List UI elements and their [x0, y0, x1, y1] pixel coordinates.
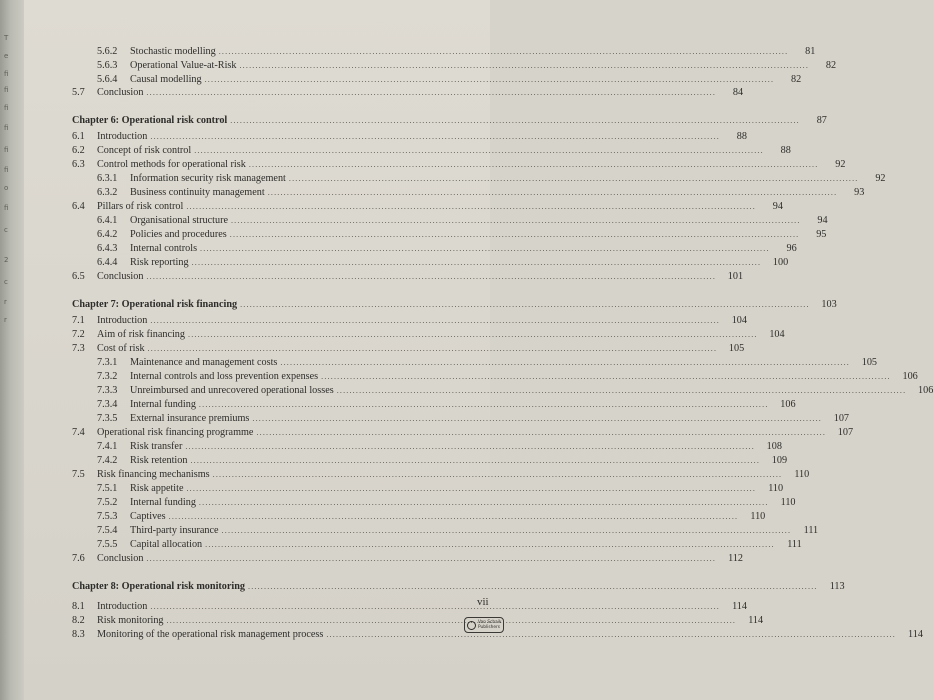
toc-entry-title: Captives	[130, 511, 166, 522]
toc-entry-title: Policies and procedures	[130, 229, 227, 240]
toc-section-row	[72, 328, 785, 342]
toc-entry-title: Aim of risk financing	[97, 329, 185, 340]
dot-leader	[146, 270, 716, 284]
dot-leader	[148, 342, 718, 356]
toc-entry-title: Organisational structure	[130, 215, 228, 226]
toc-page-number: 107	[837, 427, 854, 438]
toc-entry-number: 7.3.4	[97, 399, 118, 410]
publisher-logo-line1: Van Schaik	[478, 620, 502, 625]
toc-entry-number: 5.6.2	[97, 46, 118, 57]
dot-leader	[268, 186, 838, 200]
dot-leader	[219, 45, 789, 59]
toc-entry-title: External insurance premiums	[130, 413, 250, 424]
toc-page-number: 84	[732, 87, 744, 98]
toc-entry-title: Information security risk management	[130, 173, 286, 184]
toc-page-number: 93	[854, 187, 865, 198]
toc-subsection-row	[72, 524, 819, 538]
toc-page-number: 94	[817, 215, 828, 226]
toc-section-row	[72, 468, 810, 482]
dot-leader	[337, 384, 907, 398]
toc-page-number: 113	[829, 581, 845, 592]
dot-leader	[200, 242, 770, 256]
toc-entry-title: Unreimbursed and unrecovered operational losses	[130, 385, 334, 396]
toc-entry-number: 6.4.1	[97, 215, 118, 226]
dot-leader	[199, 398, 769, 412]
toc-page-number: 106	[780, 399, 796, 410]
toc-subsection-row	[72, 172, 886, 186]
toc-entry-number: 7.5.2	[97, 497, 118, 508]
toc-section-row	[72, 200, 783, 214]
toc-chapter-row	[72, 580, 845, 594]
toc-subsection-row	[72, 482, 784, 496]
toc-entry-title: Chapter 6: Operational risk control	[72, 115, 228, 126]
toc-section-row	[72, 270, 744, 284]
publisher-logo-line2: Publishers	[478, 625, 500, 630]
toc-entry-number: 6.1	[72, 131, 85, 142]
toc-entry-number: 7.4	[72, 427, 85, 438]
toc-subsection-row	[72, 73, 802, 87]
dot-leader	[205, 538, 775, 552]
dot-leader	[280, 356, 850, 370]
toc-page-number: 88	[736, 131, 747, 142]
adjacent-page-edge: T e fi fi fi fi fi fi o fi c 2 c r r	[0, 0, 26, 700]
toc-page-number: 82	[825, 60, 837, 71]
toc-entry-number: 7.3.5	[97, 413, 118, 424]
toc-page-number: 112	[728, 553, 744, 564]
toc-entry-title: Introduction	[97, 131, 148, 142]
toc-section-row	[72, 628, 923, 642]
toc-page-number: 81	[805, 46, 816, 57]
toc-page-number: 110	[768, 483, 784, 494]
toc-page-number: 96	[786, 243, 797, 254]
toc-entry-title: Internal controls	[130, 243, 198, 254]
toc-entry-title: Capital allocation	[130, 539, 203, 550]
toc-entry-title: Business continuity management	[130, 187, 265, 198]
toc-entry-title: Risk monitoring	[97, 615, 164, 626]
toc-entry-title: Third-party insurance	[130, 525, 219, 536]
dot-leader	[150, 314, 720, 328]
toc-subsection-row	[72, 186, 865, 200]
toc-entry-title: Pillars of risk control	[97, 201, 184, 212]
toc-page-number: 100	[772, 257, 789, 268]
toc-entry-title: Cost of risk	[97, 343, 145, 354]
toc-entry-number: 5.6.3	[97, 60, 118, 71]
toc-page-number: 111	[803, 525, 819, 536]
toc-entry-title: Risk appetite	[130, 483, 184, 494]
toc-page-number: 103	[821, 299, 837, 310]
toc-entry-number: 7.3.2	[97, 371, 118, 382]
toc-entry-number: 6.4.3	[97, 243, 118, 254]
dot-leader	[146, 552, 716, 566]
dot-leader	[186, 482, 756, 496]
toc-entry-title: Risk financing mechanisms	[97, 469, 210, 480]
toc-entry-title: Operational Value-at-Risk	[130, 60, 237, 71]
publisher-logo	[464, 617, 504, 633]
toc-entry-number: 5.6.4	[97, 74, 118, 85]
toc-page-number: 110	[794, 469, 810, 480]
toc-subsection-row	[72, 454, 788, 468]
toc-entry-number: 6.3.1	[97, 173, 118, 184]
dot-leader	[231, 214, 801, 228]
dot-leader	[167, 614, 737, 628]
toc-entry-number: 6.3	[72, 159, 85, 170]
toc-chapter-row	[72, 298, 837, 312]
toc-entry-number: 7.3.1	[97, 357, 118, 368]
dot-leader	[230, 114, 800, 128]
toc-page-number: 104	[769, 329, 785, 340]
dot-leader	[213, 468, 783, 482]
toc-subsection-row	[72, 228, 827, 242]
toc-entry-title: Concept of risk control	[97, 145, 192, 156]
toc-subsection-row	[72, 440, 782, 454]
toc-entry-title: Conclusion	[97, 271, 144, 282]
toc-entry-number: 7.5.4	[97, 525, 118, 536]
toc-section-row	[72, 552, 744, 566]
publisher-mark-icon	[467, 621, 476, 630]
toc-entry-number: 5.7	[72, 87, 85, 98]
toc-entry-title: Internal funding	[130, 497, 196, 508]
dot-leader	[240, 298, 810, 312]
dot-leader	[150, 130, 720, 144]
toc-subsection-row	[72, 214, 828, 228]
toc-entry-title: Introduction	[97, 315, 148, 326]
toc-entry-number: 6.5	[72, 271, 85, 282]
toc-page-number: 88	[780, 145, 791, 156]
toc-entry-title: Monitoring of the operational risk management process	[97, 629, 324, 640]
toc-entry-number: 8.2	[72, 615, 85, 626]
toc-subsection-row	[72, 398, 796, 412]
dot-leader	[146, 86, 716, 100]
dot-leader	[194, 144, 764, 158]
toc-subsection-row	[72, 242, 797, 256]
toc-entry-title: Conclusion	[97, 553, 144, 564]
toc-entry-number: 7.5.1	[97, 483, 118, 494]
dot-leader	[230, 228, 800, 242]
toc-page-number: 114	[908, 629, 923, 640]
toc-entry-number: 8.1	[72, 601, 85, 612]
toc-entry-title: Risk retention	[130, 455, 188, 466]
book-page	[24, 0, 933, 700]
toc-subsection-row	[72, 356, 877, 370]
toc-entry-number: 7.4.1	[97, 441, 118, 452]
toc-subsection-row	[72, 370, 918, 384]
toc-subsection-row	[72, 384, 933, 398]
toc-page-number: 110	[780, 497, 796, 508]
dot-leader	[248, 580, 818, 594]
toc-entry-title: Conclusion	[97, 87, 144, 98]
toc-entry-number: 7.2	[72, 329, 85, 340]
dot-leader	[169, 510, 739, 524]
toc-page-number: 92	[875, 173, 886, 184]
dot-leader	[186, 200, 756, 214]
dot-leader	[188, 328, 758, 342]
dot-leader	[192, 256, 762, 270]
toc-entry-number: 7.1	[72, 315, 85, 326]
toc-page-number: 101	[727, 271, 744, 282]
toc-section-row	[72, 130, 747, 144]
toc-entry-number: 7.5.5	[97, 539, 118, 550]
toc-entry-title: Stochastic modelling	[130, 46, 216, 57]
dot-leader	[190, 454, 760, 468]
toc-page-number: 114	[748, 615, 764, 626]
toc-section-row	[72, 86, 744, 100]
toc-entry-title: Chapter 8: Operational risk monitoring	[72, 581, 245, 592]
toc-page-number: 94	[772, 201, 783, 212]
toc-subsection-row	[72, 59, 837, 73]
toc-page-number: 106	[902, 371, 918, 382]
toc-entry-title: Internal controls and loss prevention expenses	[130, 371, 319, 382]
toc-page-number: 87	[816, 115, 827, 126]
toc-entry-title: Operational risk financing programme	[97, 427, 254, 438]
dot-leader	[199, 496, 769, 510]
toc-entry-number: 6.4	[72, 201, 85, 212]
toc-entry-title: Control methods for operational risk	[97, 159, 246, 170]
toc-entry-title: Chapter 7: Operational risk financing	[72, 299, 238, 310]
toc-entry-title: Introduction	[97, 601, 148, 612]
toc-entry-title: Internal funding	[130, 399, 196, 410]
toc-subsection-row	[72, 510, 766, 524]
toc-entry-number: 6.4.2	[97, 229, 118, 240]
toc-entry-number: 6.4.4	[97, 257, 118, 268]
toc-page-number: 106	[918, 385, 933, 396]
toc-page-number: 104	[731, 315, 747, 326]
toc-subsection-row	[72, 45, 816, 59]
toc-subsection-row	[72, 496, 796, 510]
toc-entry-number: 8.3	[72, 629, 85, 640]
dot-leader	[222, 524, 792, 538]
dot-leader	[205, 73, 775, 87]
toc-entry-number: 7.4.2	[97, 455, 118, 466]
toc-entry-number: 7.5.3	[97, 511, 118, 522]
toc-entry-number: 7.3	[72, 343, 85, 354]
toc-page-number: 92	[835, 159, 846, 170]
toc-section-row	[72, 426, 854, 440]
dot-leader	[150, 600, 720, 614]
toc-entry-title: Maintenance and management costs	[130, 357, 278, 368]
toc-section-row	[72, 342, 745, 356]
toc-chapter-row	[72, 114, 827, 128]
toc-entry-number: 7.5	[72, 469, 85, 480]
toc-page-number: 105	[728, 343, 745, 354]
toc-subsection-row	[72, 256, 789, 270]
toc-subsection-row	[72, 412, 849, 426]
toc-page-number: 111	[787, 539, 802, 550]
toc-page-number: 95	[816, 229, 827, 240]
toc-page-number: 107	[833, 413, 849, 424]
dot-leader	[252, 412, 822, 426]
toc-section-row	[72, 144, 791, 158]
toc-entry-number: 7.6	[72, 553, 85, 564]
toc-page-number: 105	[861, 357, 877, 368]
toc-entry-number: 6.2	[72, 145, 85, 156]
toc-entry-number: 7.3.3	[97, 385, 118, 396]
toc-entry-number: 6.3.2	[97, 187, 118, 198]
toc-section-row	[72, 158, 846, 172]
toc-section-row	[72, 314, 747, 328]
dot-leader	[321, 370, 891, 384]
dot-leader	[185, 440, 755, 454]
dot-leader	[249, 158, 819, 172]
dot-leader	[289, 172, 859, 186]
page-folio: vii	[477, 596, 489, 608]
dot-leader	[326, 628, 896, 642]
dot-leader	[239, 59, 809, 73]
toc-page-number: 108	[766, 441, 782, 452]
toc-page-number: 110	[750, 511, 766, 522]
toc-page-number: 109	[771, 455, 788, 466]
toc-entry-title: Risk reporting	[130, 257, 189, 268]
toc-page-number: 82	[791, 74, 802, 85]
toc-page-number: 114	[732, 601, 747, 612]
toc-entry-title: Risk transfer	[130, 441, 183, 452]
toc-subsection-row	[72, 538, 802, 552]
toc-entry-title: Causal modelling	[130, 74, 202, 85]
dot-leader	[256, 426, 826, 440]
